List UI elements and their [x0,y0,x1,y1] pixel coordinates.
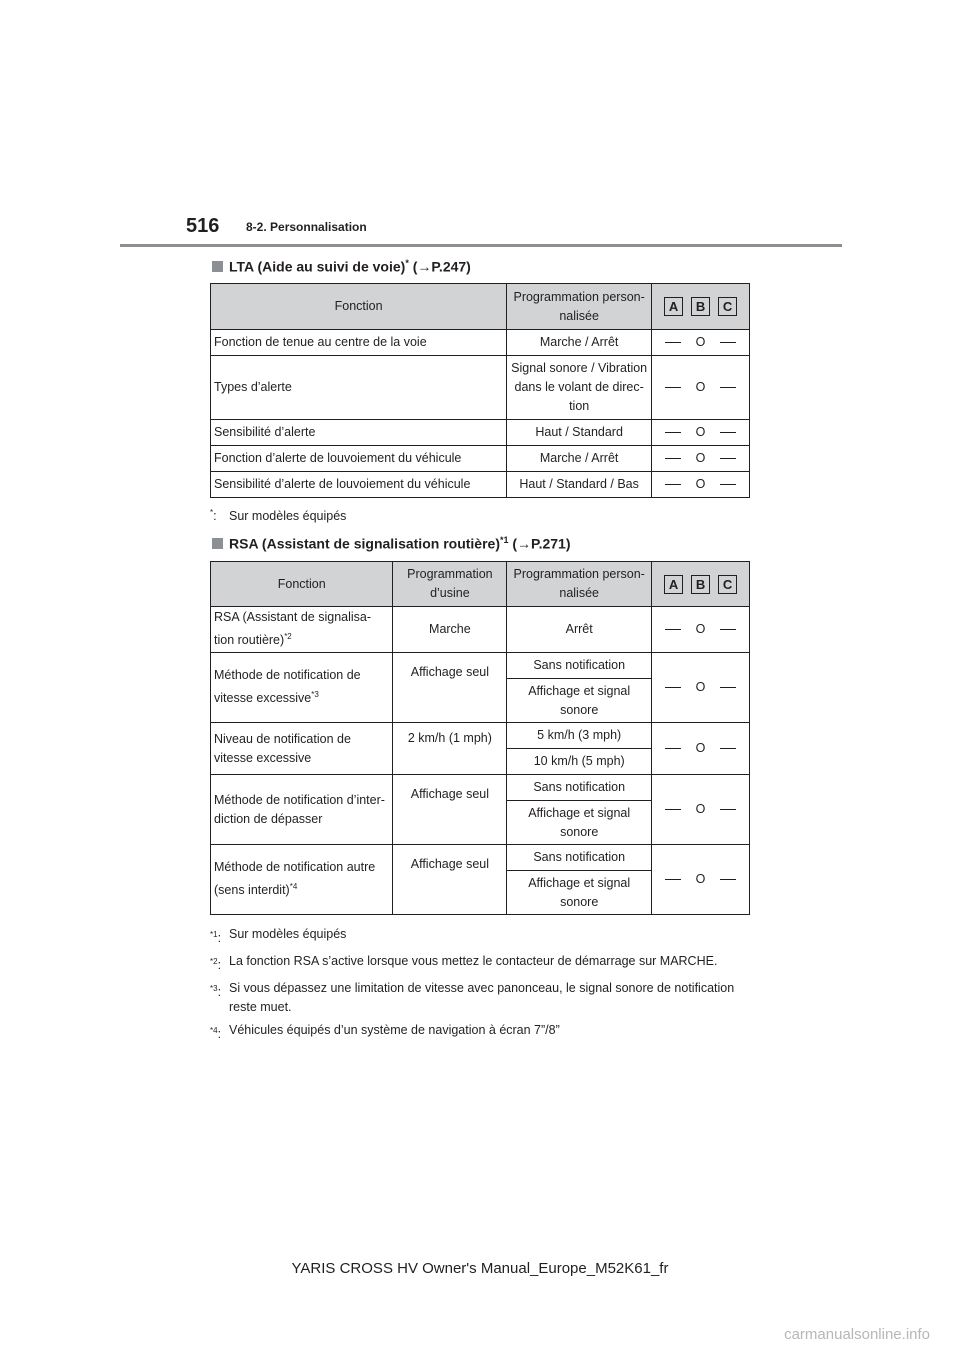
row-marks [652,446,750,472]
row-factory: 2 km/h (1 mph) [393,723,507,775]
row-function-sup: *3 [311,690,319,700]
lta-col-custom: Programmation person- nalisée [507,284,652,330]
lta-heading-ref: (→P.247) [412,258,471,275]
dash-icon [720,687,736,688]
row-custom: Sans notification [507,845,652,871]
dash-icon [720,809,736,810]
row-factory: Affichage seul [393,775,507,845]
row-custom: 5 km/h (3 mph) [507,723,652,749]
watermark: carmanualsonline.info [784,1326,930,1343]
lta-col-function: Fonction [211,284,507,330]
row-function-sup: *4 [289,882,298,892]
header-divider [120,244,842,247]
row-function-text: Niveau de notification de vitesse excessive [214,731,351,765]
footnote-mark: *2 [210,957,218,967]
row-marks [652,607,750,653]
row-custom: Signal sonore / Vibration dans le volant de direc- tion [507,356,652,420]
row-function [211,775,393,845]
mark-b: O [695,335,706,349]
row-function: Fonction de tenue au centre de la voie [211,330,507,356]
dash-icon [720,387,736,388]
footnote: $^{*3}$: Si vous dépassez une limitation de vitesse avec panonceau, le signal sonore de notification reste muet. [210,979,749,1017]
rsa-heading-text: RSA (Assistant de signalisation routière) [229,535,500,552]
rsa-heading-sup: *1 [499,535,509,545]
table-row [211,723,750,749]
row-function-text: Méthode de notification autre (sens interdit) [214,860,376,898]
rsa-header-row [211,562,750,607]
page-number: 516 [186,215,220,237]
dash-icon [665,629,681,630]
lta-header-row [211,284,750,330]
footnote-mark: *4 [210,1026,218,1036]
row-marks [652,845,750,915]
row-function [211,845,393,915]
bullet-square-icon [212,538,223,549]
rsa-col-custom: Programmation person- nalisée [507,562,652,607]
row-function-sup: *2 [284,632,292,642]
mark-b: O [695,802,706,816]
row-function-text: RSA (Assistant de signalisa- tion routière) [214,610,372,648]
lta-heading-sup: * [405,258,409,268]
rsa-col-abc [652,562,750,607]
table-row [211,446,750,472]
dash-icon [665,387,681,388]
dash-icon [665,879,681,880]
mark-b: O [695,477,706,491]
row-custom: Arrêt [507,607,652,653]
dash-icon [720,432,736,433]
row-marks [652,775,750,845]
row-function [211,607,393,653]
mark-b: O [695,380,706,394]
dash-icon [665,458,681,459]
dash-icon [720,484,736,485]
mark-b: O [695,872,706,886]
table-row [211,420,750,446]
footnote-mark: * [210,508,214,517]
rsa-footnotes [210,925,749,1044]
dash-icon [720,748,736,749]
dash-icon [665,484,681,485]
row-factory: Marche [393,607,507,653]
col-b-label: B [691,297,710,316]
rsa-heading-ref: (→P.271) [512,535,571,552]
footnote-mark: *3 [210,984,218,994]
footnote-text: Sur modèles équipés [229,927,347,941]
row-custom: Sans notification [507,653,652,679]
lta-heading [212,258,471,275]
row-custom: 10 km/h (5 mph) [507,749,652,775]
rsa-col-function: Fonction [211,562,393,607]
rsa-table [210,561,750,915]
dash-icon [720,879,736,880]
dash-icon [665,342,681,343]
col-b-label: B [691,575,710,594]
dash-icon [720,458,736,459]
row-function: Sensibilité d’alerte de louvoiement du véhicule [211,472,507,498]
row-marks [652,472,750,498]
dash-icon [665,432,681,433]
table-row [211,472,750,498]
row-marks [652,723,750,775]
row-function [211,723,393,775]
row-marks [652,420,750,446]
col-a-label: A [664,575,683,594]
mark-b: O [695,425,706,439]
footnote: $^{*1}$: Sur modèles équipés [210,925,749,948]
footnote-text: Si vous dépassez une limitation de vitesse avec panonceau, le signal sonore de notification reste muet. [229,981,735,1015]
col-c-label: C [718,575,737,594]
row-marks [652,356,750,420]
lta-heading-text: LTA (Aide au suivi de voie) [229,258,406,275]
lta-footnote: *: Sur modèles équipés [210,508,347,524]
col-a-label: A [664,297,683,316]
mark-b: O [695,680,706,694]
row-function: Types d’alerte [211,356,507,420]
row-function: Sensibilité d’alerte [211,420,507,446]
dash-icon [665,809,681,810]
row-custom: Marche / Arrêt [507,330,652,356]
mark-b: O [695,451,706,465]
rsa-heading [212,535,571,552]
dash-icon [665,748,681,749]
footnote-text: Sur modèles équipés [229,509,347,524]
section-title: 8-2. Personnalisation [246,220,367,234]
table-row [211,607,750,653]
row-marks [652,330,750,356]
dash-icon [665,687,681,688]
row-function-text: Méthode de notification d’inter- diction de dépasser [214,792,385,826]
row-function [211,653,393,723]
footnote-text: Véhicules équipés d’un système de navigation à écran 7”/8” [229,1023,560,1038]
bullet-square-icon [212,261,223,272]
page-footer: YARIS CROSS HV Owner's Manual_Europe_M52K61_fr [291,1260,669,1277]
row-marks [652,653,750,723]
row-factory: Affichage seul [393,845,507,915]
lta-table [210,283,750,498]
mark-b: O [695,741,706,755]
row-function: Fonction d’alerte de louvoiement du véhicule [211,446,507,472]
col-c-label: C [718,297,737,316]
footnote: $^{*4}$: Véhicules équipés d’un système de navigation à écran 7”/8” [210,1021,749,1044]
row-custom: Affichage et signal sonore [507,679,652,723]
row-custom: Affichage et signal sonore [507,871,652,915]
table-row [211,653,750,679]
row-custom: Sans notification [507,775,652,801]
row-custom: Affichage et signal sonore [507,801,652,845]
dash-icon [720,629,736,630]
rsa-col-factory: Programmation d’usine [393,562,507,607]
table-row [211,356,750,420]
footnote: $^{*2}$: La fonction RSA s’active lorsque vous mettez le contacteur de démarrage sur MARCHE. [210,952,749,975]
footnote-text: La fonction RSA s’active lorsque vous mettez le contacteur de démarrage sur MARCHE. [229,954,718,969]
row-custom: Haut / Standard [507,420,652,446]
table-row [211,330,750,356]
table-row [211,845,750,871]
row-custom: Haut / Standard / Bas [507,472,652,498]
row-factory: Affichage seul [393,653,507,723]
row-function-text: Méthode de notification de vitesse excessive [214,668,361,706]
dash-icon [720,342,736,343]
lta-col-abc [652,284,750,330]
row-custom: Marche / Arrêt [507,446,652,472]
table-row [211,775,750,801]
mark-b: O [695,622,706,636]
footnote-mark: *1 [210,930,218,939]
